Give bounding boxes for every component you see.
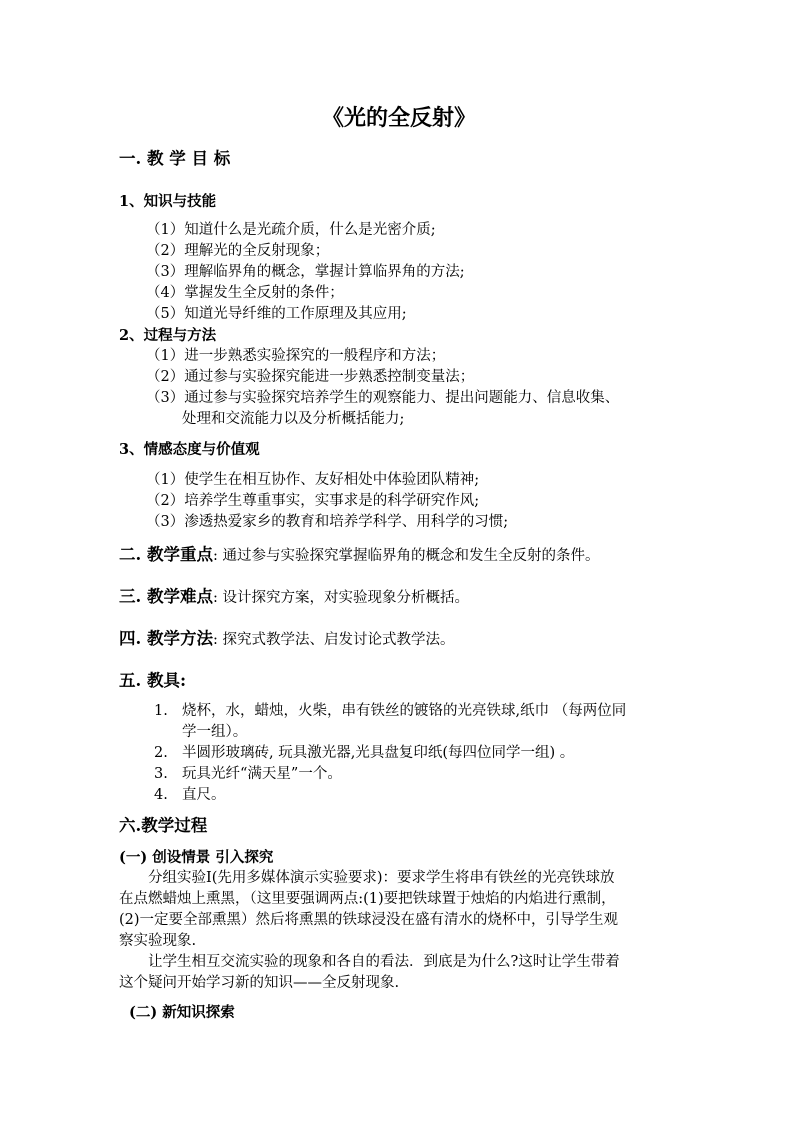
list-item: （1）使学生在相互协作、友好相处中体验团队精神;	[146, 472, 480, 488]
subsection-2-heading: 2、过程与方法	[119, 327, 217, 344]
section-1-heading: 一. 教 学 目 标	[119, 149, 231, 168]
paragraph-line: (2)一定要全部熏黑）然后将熏黑的铁球浸没在盛有清水的烧杯中，引导学生观	[119, 912, 619, 928]
numbered-item-number: 1.	[154, 703, 168, 719]
numbered-item-text: 烧杯，水，蜡烛，火柴，串有铁丝的镀铬的光亮铁球,纸巾 （每两位同	[182, 703, 627, 719]
numbered-item-text: 半圆形玻璃砖, 玩具激光器,光具盘复印纸(每四位同学一组) 。	[182, 745, 575, 761]
list-item: （4）掌握发生全反射的条件；	[146, 285, 344, 301]
section-2-line	[119, 544, 600, 566]
list-item: （2）培养学生尊重事实，实事求是的科学研究作风;	[146, 493, 480, 509]
list-item: （1）知道什么是光疏介质，什么是光密介质;	[146, 222, 436, 238]
list-item: （1）进一步熟悉实验探究的一般程序和方法；	[146, 348, 446, 364]
list-item: （2）理解光的全反射现象；	[146, 243, 330, 259]
section-3-text: : 设计探究方案，对实验现象分析概括。	[213, 590, 469, 606]
numbered-item-text: 玩具光纤“满天星”一个。	[182, 766, 342, 782]
list-item: （5）知道光导纤维的工作原理及其应用;	[146, 306, 407, 322]
subsection-3-heading: 3、情感态度与价值观	[119, 441, 260, 458]
section-3-label: 三. 教学难点	[119, 587, 213, 606]
section-4-label: 四. 教学方法	[119, 629, 213, 648]
numbered-item-number: 2.	[154, 745, 168, 761]
section-4-line	[119, 628, 455, 650]
section-5-heading: 五. 教具:	[119, 671, 187, 690]
paragraph-line: 这个疑问开始学习新的知识——全反射现象.	[119, 975, 400, 991]
part-1-heading: (一) 创设情景 引入探究	[119, 849, 274, 866]
page-title: 《光的全反射》	[322, 105, 477, 131]
paragraph-line: 分组实验Ⅰ(先用多媒体演示实验要求)：要求学生将串有铁丝的光亮铁球放	[148, 870, 615, 886]
list-item-continuation: 处理和交流能力以及分析概括能力;	[182, 411, 405, 427]
numbered-item-text: 学一组）。	[182, 724, 248, 740]
section-2-text: : 通过参与实验探究掌握临界角的概念和发生全反射的条件。	[213, 548, 600, 564]
list-item: （3）理解临界角的概念，掌握计算临界角的方法;	[146, 264, 465, 280]
paragraph-line: 让学生相互交流实验的现象和各自的看法．到底是为什么?这时让学生带着	[148, 954, 620, 970]
subsection-1-heading: 1、知识与技能	[119, 193, 217, 210]
section-4-text: : 探究式教学法、启发讨论式教学法。	[213, 632, 455, 648]
part-2-heading: (二) 新知识探索	[129, 1004, 235, 1021]
numbered-item-text: 直尺。	[182, 787, 226, 803]
list-item: （2）通过参与实验探究能进一步熟悉控制变量法；	[146, 369, 475, 385]
list-item: （3）通过参与实验探究培养学生的观察能力、提出问题能力、信息收集、	[146, 390, 620, 406]
paragraph-line: 察实验现象.	[119, 933, 197, 949]
numbered-item-number: 4.	[154, 787, 168, 803]
paragraph-line: 在点燃蜡烛上熏黑，（这里要强调两点:(1)要把铁球置于烛焰的内焰进行熏制，	[119, 891, 616, 907]
list-item: （3）渗透热爱家乡的教育和培养学科学、用科学的习惯;	[146, 514, 509, 530]
section-6-heading: 六.教学过程	[119, 816, 208, 835]
section-2-label: 二. 教学重点	[119, 545, 213, 564]
section-3-line	[119, 586, 469, 608]
numbered-item-number: 3.	[154, 766, 168, 782]
